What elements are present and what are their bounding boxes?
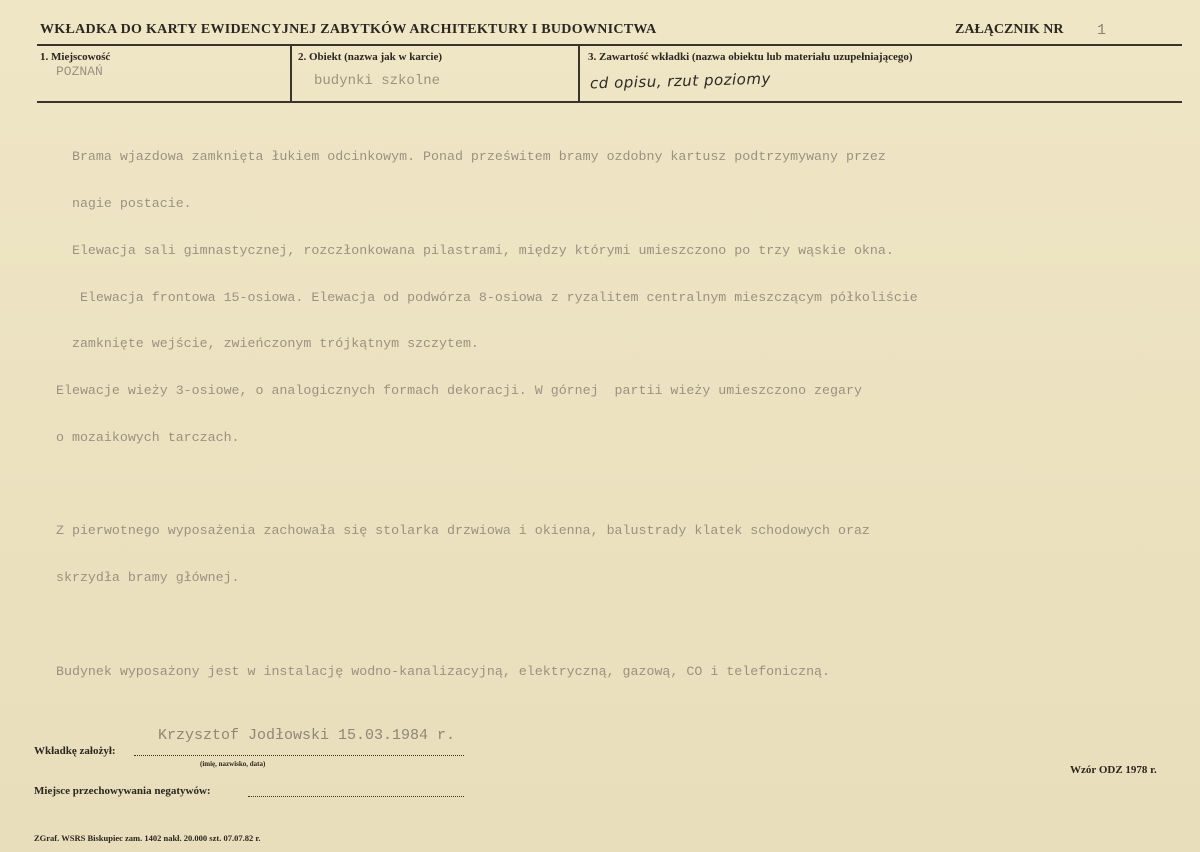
header-rule-bottom [37, 101, 1182, 103]
negatives-line [248, 796, 464, 797]
form-version: Wzór ODZ 1978 r. [1070, 764, 1157, 776]
description-line [56, 477, 1166, 493]
description-text [56, 118, 1166, 711]
form-title: WKŁADKA DO KARTY EWIDENCYJNEJ ZABYTKÓW ARCHITEKTURY I BUDOWNICTWA [40, 22, 657, 37]
description-line [56, 617, 1166, 633]
prepared-by-label: Wkładkę założył: [34, 745, 116, 757]
annex-number: 1 [1097, 22, 1107, 39]
description-line: Z pierwotnego wyposażenia zachowała się stolarka drzwiowa i okienna, balustrady klatek schodowych oraz [56, 523, 870, 539]
header-rule-top [37, 44, 1182, 46]
object-value: budynki szkolne [314, 73, 441, 89]
description-line: Elewacje wieży 3-osiowe, o analogicznych formach dekoracji. W górnej partii wieży umieszczono zegary [56, 383, 862, 399]
contents-value: cd opisu, rzut poziomy [589, 69, 772, 93]
column-divider-2 [578, 44, 580, 102]
description-line: zamknięte wejście, zwieńczonym trójkątnym szczytem. [56, 336, 479, 352]
annex-label: ZAŁĄCZNIK NR [955, 22, 1064, 37]
locality-label: 1. Miejscowość [40, 51, 111, 63]
author-typed: Krzysztof Jodłowski 15.03.1984 r. [158, 727, 456, 744]
printer-note: ZGraf. WSRS Biskupiec zam. 1402 nakł. 20.000 szt. 07.07.82 r. [34, 833, 261, 843]
column-divider-1 [290, 44, 292, 102]
description-line: Elewacja frontowa 15-osiowa. Elewacja od podwórza 8-osiowa z ryzalitem centralnym mieszczącym półkoliście [56, 289, 918, 305]
negatives-label: Miejsce przechowywania negatywów: [34, 785, 211, 797]
description-line: o mozaikowych tarczach. [56, 429, 240, 445]
object-label: 2. Obiekt (nazwa jak w karcie) [298, 51, 443, 63]
prepared-by-hint: (imię, nazwisko, data) [200, 760, 266, 768]
locality-value: POZNAŃ [56, 64, 103, 79]
contents-label: 3. Zawartość wkładki (nazwa obiektu lub materiału uzupełniającego) [588, 51, 913, 63]
description-line: nagie postacie. [56, 195, 192, 211]
description-line: Elewacja sali gimnastycznej, rozczłonkowana pilastrami, między którymi umieszczono po trzy wąskie okna. [56, 242, 894, 258]
description-line: Budynek wyposażony jest w instalację wodno-kanalizacyjną, elektryczną, gazową, CO i telefoniczną. [56, 663, 831, 679]
prepared-by-line [134, 755, 464, 756]
description-line: skrzydła bramy głównej. [56, 570, 240, 586]
description-line: Brama wjazdowa zamknięta łukiem odcinkowym. Ponad prześwitem bramy ozdobny kartusz podtrzymywany przez [56, 149, 886, 165]
